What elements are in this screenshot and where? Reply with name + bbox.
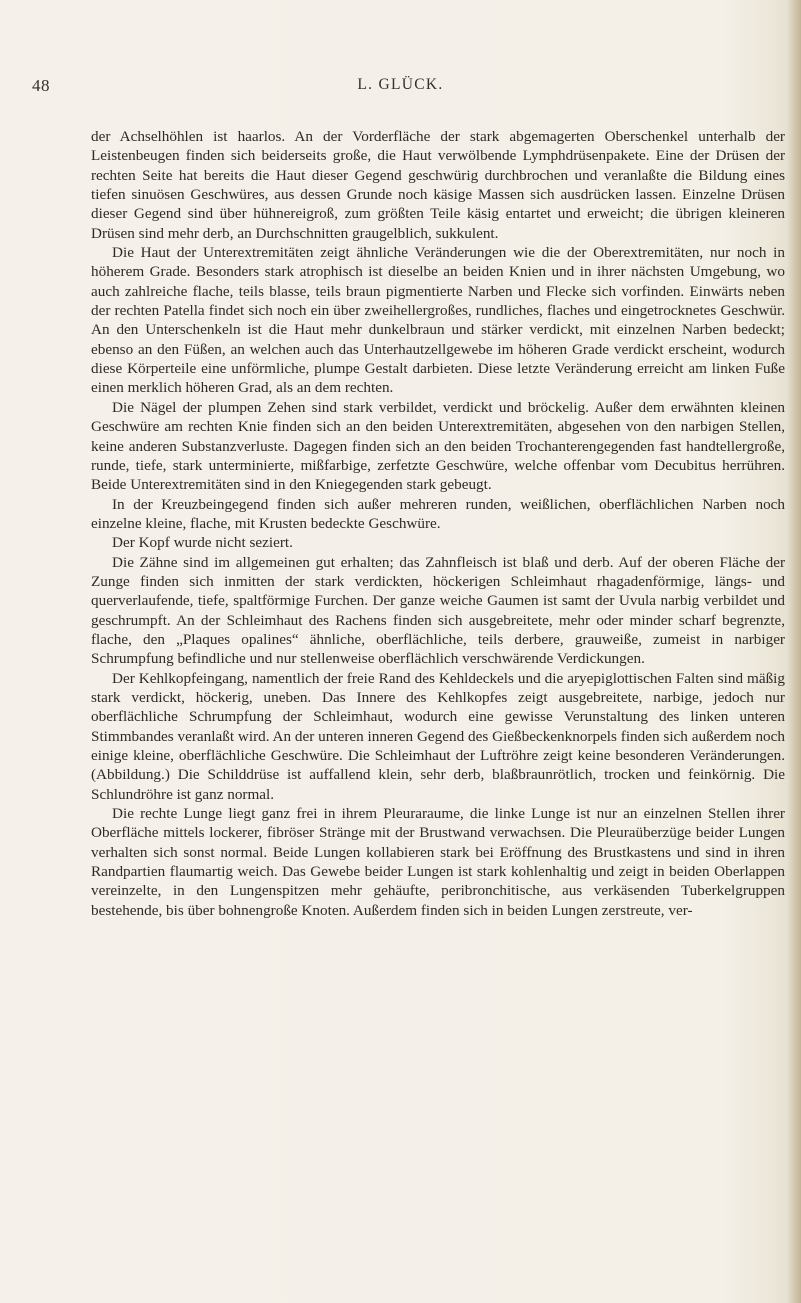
paragraph: In der Kreuzbeingegend finden sich außer mehreren runden, weißlichen, oberflächlichen Narben noch einzelne kleine, flache, mit Krusten bedeckte Geschwüre. xyxy=(91,495,785,532)
page-number: 48 xyxy=(32,76,50,95)
paragraph: Die Zähne sind im allgemeinen gut erhalten; das Zahnfleisch ist blaß und derb. Auf der oberen Fläche der Zunge finden sich inmitten der stark verdickten, höckerigen Schleimhaut rhagadenförmige, längs- und querverlaufende, tiefe, spaltförmige Furchen. Der ganze weiche Gaumen ist samt der Uvula narbig verbildet und geschrumpft. An der Schleimhaut des Rachens finden sich ausgebreitete, mehr oder minder scharf begrenzte, flache, den „Plaques opalines“ ähnliche, oberflächliche, teils derbere, grauweiße, zumeist in narbiger Schrumpfung befindliche und nur stellenweise oberflächlich verschwärende Verdickungen. xyxy=(91,553,785,668)
paragraph: Der Kehlkopfeingang, namentlich der freie Rand des Kehldeckels und die aryepiglottischen Falten sind mäßig stark verdickt, höckerig, uneben. Das Innere des Kehlkopfes zeigt ausgebreitete, narbige, jedoch nur oberflächliche Schrumpfung der Schleimhaut, wodurch eine gewisse Verunstaltung des linken unteren Stimmbandes veranlaßt wird. An der unteren inneren Gegend des Gießbeckenknorpels finden sich außerdem noch einige kleine, oberflächliche Geschwüre. Die Schleimhaut der Luftröhre zeigt keine besonderen Veränderungen. (Abbildung.) Die Schilddrüse ist auffallend klein, sehr derb, blaßbraunrötlich, trocken und feinkörnig. Die Schlundröhre ist ganz normal. xyxy=(91,669,785,803)
page-header xyxy=(0,72,801,102)
paragraph: Die rechte Lunge liegt ganz frei in ihrem Pleuraraume, die linke Lunge ist nur an einzelnen Stellen ihrer Oberfläche mittels lockerer, fibröser Stränge mit der Brustwand verwachsen. Die Pleuraüberzüge beider Lungen verhalten sich sonst normal. Beide Lungen kollabieren stark bei Eröffnung des Brustkastens und sind in ihren Randpartien flaumartig weich. Das Gewebe beider Lungen ist stark kohlenhaltig und zeigt in beiden Oberlappen vereinzelte, in den Lungenspitzen mehr gehäufte, peribronchitische, aus verkäsenden Tuberkelgruppen bestehende, bis über bohnengroße Knoten. Außerdem finden sich in beiden Lungen zerstreute, ver- xyxy=(91,805,785,919)
body-text xyxy=(91,127,785,920)
paragraph: Der Kopf wurde nicht seziert. xyxy=(112,534,293,552)
paragraph: Die Haut der Unterextremitäten zeigt ähnliche Veränderungen wie die der Oberextremitäten, nur noch in höherem Grade. Besonders stark atrophisch ist dieselbe an beiden Knien und in ihrer nächsten Umgebung, wo auch zahlreiche flache, teils blasse, teils braun pigmentierte Narben und Flecke sich vorfinden. Einwärts neben der rechten Patella findet sich noch ein über zweihellergroßes, rundliches, flaches und eingetrocknetes Geschwür. An den Unterschenkeln ist die Haut mehr dunkelbraun und stärker verdickt, mit einzelnen Narben bedeckt; ebenso an den Füßen, an welchen auch das Unterhautzellgewebe im höheren Grade verdickt erscheint, wodurch diese Körperteile eine unförmliche, plumpe Gestalt darbieten. Diese letzte Veränderung erreicht am linken Fuße einen merklich höheren Grad, als an dem rechten. xyxy=(91,244,785,397)
paragraph: Die Nägel der plumpen Zehen sind stark verbildet, verdickt und bröckelig. Außer dem erwähnten kleinen Geschwüre am rechten Knie finden sich an den beiden Unterextremitäten, abgesehen von den narbigen Stellen, keine anderen Substanzverluste. Dagegen finden sich an den beiden Trochanterengegenden fast handtellergroße, runde, tiefe, stark unterminierte, mißfarbige, zerfetzte Geschwüre, welche offenbar vom Decubitus herrühren. Beide Unterextremitäten sind in den Kniegegenden stark gebeugt. xyxy=(91,398,785,494)
running-head: L. GLÜCK. xyxy=(357,76,444,93)
paragraph: der Achselhöhlen ist haarlos. An der Vorderfläche der stark abgemagerten Oberschenkel unterhalb der Leistenbeugen finden sich beiderseits große, die Haut verwölbende Lymphdrüsenpakete. Eine der Drüsen der rechten Seite hat bereits die Haut dieser Gegend geschwürig durchbrochen und veranlaßte die Bildung eines tiefen sinuösen Geschwüres, aus dessen Grunde noch käsige Massen sich ausdrücken lassen. Einzelne Drüsen dieser Gegend sind über hühnereigroß, zum größten Teile käsig entartet und erweicht; die übrigen kleineren Drüsen sind mehr derb, an Durchschnitten graugelblich, sukkulent. xyxy=(91,128,785,242)
page-edge-shadow xyxy=(787,0,801,1303)
